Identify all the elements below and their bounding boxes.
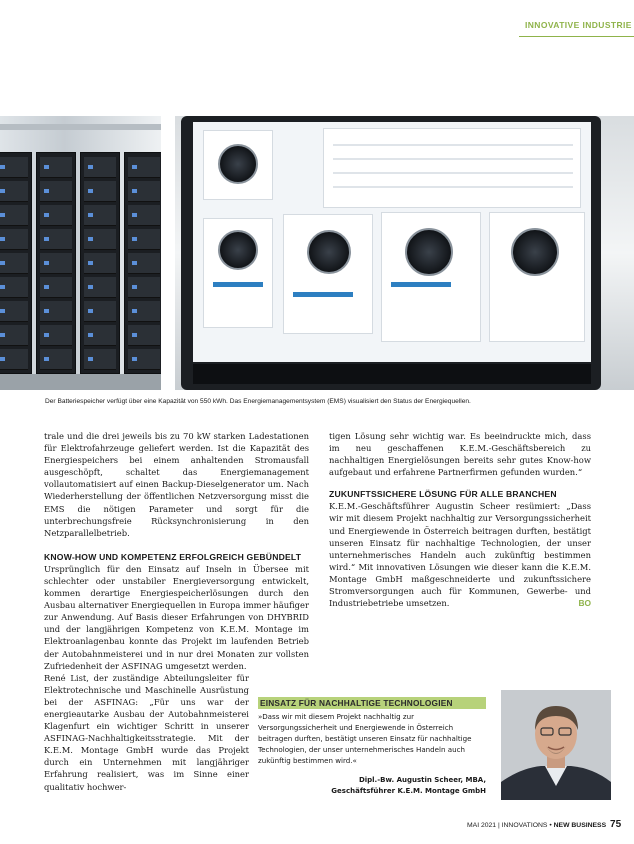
- gauge-icon: [218, 144, 258, 184]
- gauge-icon: [405, 228, 453, 276]
- paragraph: René List, der zuständige Abteilungsleiter für Elektrotechnische und Maschinelle Ausrüstung bei der ASFINAG: „Für uns war der energieautarke Ausbau der Autobahnmeisterei Klagenfurt ein wichtiger Schritt in unserer ASFINAG-Nachhaltigkeitsstrategie. Mit der K.E.M. Montage GmbH wurde das Projekt durch ein Unternehmen mit langjähriger Erfahrung realisiert, was im Sinne einer qualitativ hochwer-: [44, 672, 249, 792]
- monitor-navbar: [193, 364, 591, 384]
- energy-table-panel: [323, 128, 581, 208]
- subheading: ZUKUNFTSSICHERE LÖSUNG FÜR ALLE BRANCHEN: [329, 489, 557, 500]
- floor: [0, 374, 161, 390]
- battery-rack: [36, 152, 76, 374]
- quote-author-title: Geschäftsführer K.E.M. Montage GmbH: [331, 786, 486, 795]
- paragraph: [329, 500, 591, 609]
- quote-box: [258, 697, 486, 796]
- portrait-illustration: [501, 690, 611, 800]
- quote-author-name: Dipl.-Bw. Augustin Scheer, MBA,: [358, 776, 486, 784]
- ems-screen: [193, 122, 591, 362]
- paragraph: trale und die drei jeweils bis zu 70 kW starken Ladestationen für Elektrofahrzeuge geliefert werden. Ist die Kapazität des Energiespeichers bei einem anhaltenden Stromausfall ausgeschöpft, schaltet das Energiemanagement vollautomatisiert auf einen Backup-Dieselgenerator um. Nach Wiederherstellung der öffentlichen Netzversorgung misst die EMS die nötigen Parameter und sorgt für die unterbrechungsfreie Rücksynchronisierung in den Netzparallelbetrieb.: [44, 431, 309, 538]
- portrait-photo: [501, 690, 611, 800]
- gauge-icon: [307, 230, 351, 274]
- battery-storage-photo: [0, 116, 161, 390]
- paragraph: Ursprünglich für den Einsatz auf Inseln in Übersee mit schlechter oder unstabiler Energieversorgung entwickelt, kommen derartige Energiespeicherlösungen durch den Ausbau alternativer Energiequellen in Europa immer häufiger zur Anwendung. Auf Basis dieser Erfahrungen von DHYBRID und der langjährigen Kompetenz von K.E.M. Montage im Elektroanlagenbau konnte das Projekt im laufenden Betrieb der Autobahnmeisterei und in nur drei Monaten zur vollsten Zufriedenheit der ASFINAG umgesetzt werden.: [44, 563, 309, 671]
- quote-author: [258, 775, 486, 796]
- ceiling-pipe: [0, 124, 161, 130]
- quote-heading: EINSATZ FÜR NACHHALTIGE TECHNOLOGIEN: [258, 697, 486, 709]
- page-footer: [467, 819, 621, 832]
- subheading: KNOW-HOW UND KOMPETENZ ERFOLGREICH GEBÜNDELT: [44, 551, 302, 562]
- ems-display-photo: [175, 116, 634, 390]
- gauge-icon: [511, 228, 559, 276]
- battery-rack: [80, 152, 120, 374]
- section-tag: [519, 18, 634, 37]
- gauge-icon: [218, 230, 258, 270]
- article-column-right: [329, 430, 591, 609]
- page-number: 75: [610, 819, 622, 830]
- paragraph: tigen Lösung sehr wichtig war. Es beeindruckte mich, dass im neu geschaffenen K.E.M.-Geschäftsbereich zu nachhaltigen Energielösungen bereits sehr gutes Know-how aufgebaut und erfahrene Partnerfirmen gefunden wurden.“: [329, 431, 591, 478]
- footer-issue: MAI 2021 | INNOVATIONS •: [467, 822, 552, 829]
- author-signoff: BO: [578, 598, 591, 609]
- section-tag-label: INNOVATIVE INDUSTRIE: [525, 20, 632, 30]
- battery-rack: [124, 152, 161, 374]
- paragraph-text: K.E.M.-Geschäftsführer Augustin Scheer resümiert: „Dass wir mit diesem Projekt nachhaltig zur Versorgungssicherheit und Energiewende in Österreich beitragen durften, bestätigt unseren Einsatz für nachhaltige Technologien, der unser unternehmerisches Handeln auch zukünftig bestimmen wird.“ Mit innovativen Lösungen wie dieser kann die K.E.M. Montage GmbH maßgeschneiderte und zukunftssichere Stromversorgungen auch für Kommunen, Gewerbe- und Industriebetriebe umsetzen.: [329, 501, 591, 609]
- quote-text: »Dass wir mit diesem Projekt nachhaltig zur Versorgungssicherheit und Energiewende in Österreich beitragen durften, bestätigt unseren Einsatz für nachhaltige Technologien, der unser unternehmerisches Handeln auch zukünftig bestimmen wird.«: [258, 712, 472, 765]
- footer-brand: NEW BUSINESS: [553, 822, 607, 829]
- photo-caption: Der Batteriespeicher verfügt über eine Kapazität von 550 kWh. Das Energiemanagementsystem (EMS) visualisiert den Status der Energiequellen.: [45, 398, 471, 405]
- battery-rack: [0, 152, 32, 374]
